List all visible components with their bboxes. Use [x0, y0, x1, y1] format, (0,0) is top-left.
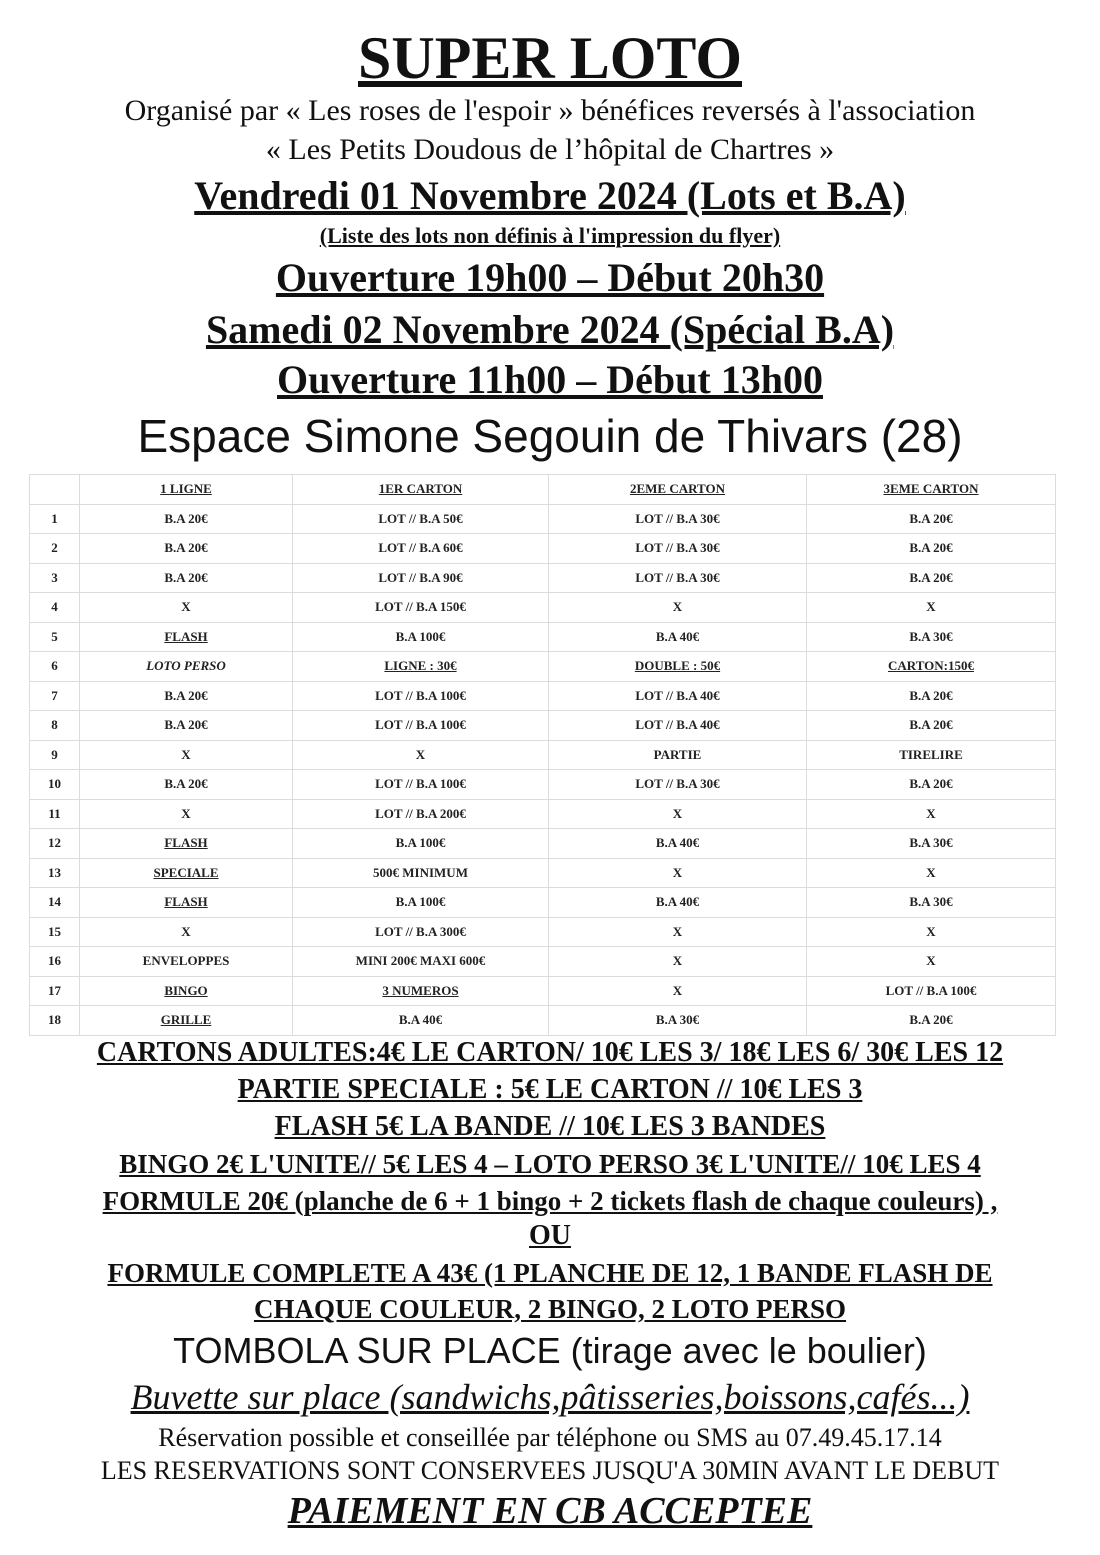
cell-3eme-carton: B.A 20€ [807, 711, 1056, 741]
cell-3eme-carton: B.A 20€ [807, 1006, 1056, 1036]
cell-1er-carton: 500€ MINIMUM [293, 858, 549, 888]
table-row [30, 681, 1056, 711]
cell-3eme-carton: LOT // B.A 100€ [807, 976, 1056, 1006]
table-row [30, 947, 1056, 977]
price-formule-complete-1: FORMULE COMPLETE A 43€ (1 PLANCHE DE 12, 1 BANDE FLASH DE [107, 1258, 993, 1288]
cell-1er-carton: B.A 100€ [293, 829, 549, 859]
table-row [30, 1006, 1056, 1036]
row-number: 6 [30, 652, 80, 682]
cell-3eme-carton: X [807, 799, 1056, 829]
cell-1-ligne: FLASH [80, 622, 293, 652]
cell-1er-carton: LOT // B.A 150€ [293, 593, 549, 623]
cell-3eme-carton: B.A 20€ [807, 563, 1056, 593]
cell-1-ligne: BINGO [80, 976, 293, 1006]
cell-2eme-carton: X [549, 976, 807, 1006]
cell-2eme-carton: LOT // B.A 30€ [549, 770, 807, 800]
table-row [30, 593, 1056, 623]
cell-3eme-carton: B.A 20€ [807, 534, 1056, 564]
header-2eme-carton: 2EME CARTON [549, 475, 807, 505]
table-row [30, 770, 1056, 800]
tombola: TOMBOLA SUR PLACE (tirage avec le boulier) [173, 1330, 927, 1371]
organizer-line-1: Organisé par « Les roses de l'espoir » bénéfices reversés à l'association [124, 94, 976, 127]
cell-1er-carton: LOT // B.A 300€ [293, 917, 549, 947]
day1-note: (Liste des lots non définis à l'impression du flyer) [319, 223, 781, 248]
cell-2eme-carton: X [549, 858, 807, 888]
price-flash: FLASH 5€ LA BANDE // 10€ LES 3 BANDES [274, 1111, 826, 1142]
row-number: 13 [30, 858, 80, 888]
cell-1er-carton: B.A 40€ [293, 1006, 549, 1036]
cell-1er-carton: LOT // B.A 90€ [293, 563, 549, 593]
row-number: 17 [30, 976, 80, 1006]
cell-1er-carton: B.A 100€ [293, 622, 549, 652]
cell-1-ligne: B.A 20€ [80, 563, 293, 593]
cell-3eme-carton: B.A 20€ [807, 770, 1056, 800]
cell-1-ligne: B.A 20€ [80, 534, 293, 564]
cell-3eme-carton: B.A 20€ [807, 504, 1056, 534]
table-row [30, 858, 1056, 888]
cell-2eme-carton: DOUBLE : 50€ [549, 652, 807, 682]
row-number: 3 [30, 563, 80, 593]
cell-1er-carton: 3 NUMEROS [293, 976, 549, 1006]
cell-1-ligne: ENVELOPPES [80, 947, 293, 977]
cell-1-ligne: X [80, 740, 293, 770]
row-number: 1 [30, 504, 80, 534]
header-number [30, 475, 80, 505]
table-row [30, 534, 1056, 564]
prize-table [29, 474, 1056, 1036]
cell-2eme-carton: PARTIE [549, 740, 807, 770]
cell-2eme-carton: X [549, 593, 807, 623]
row-number: 8 [30, 711, 80, 741]
reservation-note: LES RESERVATIONS SONT CONSERVEES JUSQU'A 30MIN AVANT LE DEBUT [100, 1456, 1000, 1485]
table-row [30, 563, 1056, 593]
row-number: 12 [30, 829, 80, 859]
cell-1er-carton: LOT // B.A 50€ [293, 504, 549, 534]
row-number: 16 [30, 947, 80, 977]
table-row [30, 740, 1056, 770]
table-row [30, 504, 1056, 534]
table-row [30, 622, 1056, 652]
row-number: 15 [30, 917, 80, 947]
cell-1er-carton: B.A 100€ [293, 888, 549, 918]
cell-1er-carton: MINI 200€ MAXI 600€ [293, 947, 549, 977]
venue: Espace Simone Segouin de Thivars (28) [137, 410, 963, 462]
cell-1-ligne: X [80, 799, 293, 829]
cell-1-ligne: X [80, 917, 293, 947]
row-number: 5 [30, 622, 80, 652]
price-special-game: PARTIE SPECIALE : 5€ LE CARTON // 10€ LES 3 [237, 1074, 863, 1105]
table-row [30, 829, 1056, 859]
cell-1-ligne: GRILLE [80, 1006, 293, 1036]
cell-1-ligne: FLASH [80, 888, 293, 918]
payment: PAIEMENT EN CB ACCEPTEE [287, 1490, 813, 1532]
cell-3eme-carton: B.A 30€ [807, 888, 1056, 918]
header-1-ligne: 1 LIGNE [80, 475, 293, 505]
row-number: 10 [30, 770, 80, 800]
day2-times: Ouverture 11h00 – Début 13h00 [277, 357, 823, 402]
cell-1er-carton: LOT // B.A 100€ [293, 681, 549, 711]
price-or: OU [529, 1220, 571, 1251]
reservation: Réservation possible et conseillée par téléphone ou SMS au 07.49.45.17.14 [158, 1423, 942, 1452]
header-1er-carton: 1ER CARTON [293, 475, 549, 505]
cell-3eme-carton: CARTON:150€ [807, 652, 1056, 682]
cell-2eme-carton: LOT // B.A 30€ [549, 563, 807, 593]
price-formule-20: FORMULE 20€ (planche de 6 + 1 bingo + 2 tickets flash de chaque couleurs) , [102, 1186, 998, 1216]
cell-1-ligne: B.A 20€ [80, 681, 293, 711]
price-formule-complete-2: CHAQUE COULEUR, 2 BINGO, 2 LOTO PERSO [253, 1294, 847, 1324]
cell-1-ligne: LOTO PERSO [80, 652, 293, 682]
row-number: 18 [30, 1006, 80, 1036]
prize-table-header-row [30, 475, 1056, 505]
cell-3eme-carton: TIRELIRE [807, 740, 1056, 770]
cell-2eme-carton: B.A 30€ [549, 1006, 807, 1036]
table-row [30, 711, 1056, 741]
cell-1er-carton: LOT // B.A 100€ [293, 711, 549, 741]
row-number: 9 [30, 740, 80, 770]
table-row [30, 976, 1056, 1006]
cell-2eme-carton: B.A 40€ [549, 888, 807, 918]
cell-2eme-carton: X [549, 917, 807, 947]
row-number: 14 [30, 888, 80, 918]
cell-1-ligne: B.A 20€ [80, 770, 293, 800]
day1-times: Ouverture 19h00 – Début 20h30 [275, 255, 825, 300]
row-number: 7 [30, 681, 80, 711]
cell-1er-carton: LOT // B.A 60€ [293, 534, 549, 564]
header-3eme-carton: 3EME CARTON [807, 475, 1056, 505]
price-bingo-loto-perso: BINGO 2€ L'UNITE// 5€ LES 4 – LOTO PERSO 3€ L'UNITE// 10€ LES 4 [119, 1149, 981, 1179]
table-row [30, 799, 1056, 829]
price-adult-cards: CARTONS ADULTES:4€ LE CARTON/ 10€ LES 3/ 18€ LES 6/ 30€ LES 12 [96, 1037, 1004, 1068]
cell-2eme-carton: B.A 40€ [549, 622, 807, 652]
cell-1-ligne: FLASH [80, 829, 293, 859]
flyer-title: SUPER LOTO [358, 25, 742, 91]
day2-date: Samedi 02 Novembre 2024 (Spécial B.A) [205, 307, 895, 352]
row-number: 4 [30, 593, 80, 623]
cell-3eme-carton: X [807, 947, 1056, 977]
cell-3eme-carton: X [807, 593, 1056, 623]
cell-2eme-carton: X [549, 799, 807, 829]
cell-1er-carton: LIGNE : 30€ [293, 652, 549, 682]
cell-2eme-carton: LOT // B.A 30€ [549, 504, 807, 534]
cell-1er-carton: LOT // B.A 200€ [293, 799, 549, 829]
table-row [30, 652, 1056, 682]
cell-1-ligne: SPECIALE [80, 858, 293, 888]
cell-2eme-carton: LOT // B.A 30€ [549, 534, 807, 564]
cell-2eme-carton: LOT // B.A 40€ [549, 711, 807, 741]
cell-2eme-carton: B.A 40€ [549, 829, 807, 859]
cell-2eme-carton: LOT // B.A 40€ [549, 681, 807, 711]
cell-3eme-carton: B.A 20€ [807, 681, 1056, 711]
cell-3eme-carton: B.A 30€ [807, 829, 1056, 859]
row-number: 2 [30, 534, 80, 564]
cell-1-ligne: B.A 20€ [80, 504, 293, 534]
cell-1-ligne: X [80, 593, 293, 623]
day1-date: Vendredi 01 Novembre 2024 (Lots et B.A) [194, 173, 906, 218]
cell-2eme-carton: X [549, 947, 807, 977]
cell-3eme-carton: X [807, 917, 1056, 947]
table-row [30, 917, 1056, 947]
buvette: Buvette sur place (sandwichs,pâtisseries,boissons,cafés...) [130, 1377, 970, 1417]
cell-1er-carton: LOT // B.A 100€ [293, 770, 549, 800]
row-number: 11 [30, 799, 80, 829]
cell-3eme-carton: B.A 30€ [807, 622, 1056, 652]
cell-1er-carton: X [293, 740, 549, 770]
cell-3eme-carton: X [807, 858, 1056, 888]
organizer-line-2: « Les Petits Doudous de l’hôpital de Chartres » [265, 133, 835, 166]
table-row [30, 888, 1056, 918]
cell-1-ligne: B.A 20€ [80, 711, 293, 741]
